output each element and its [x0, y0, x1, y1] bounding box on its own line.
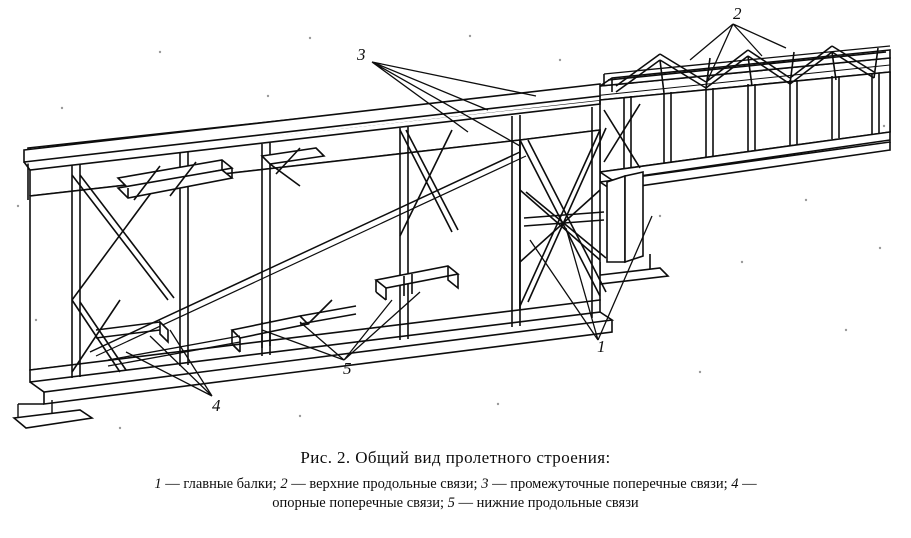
figure-caption-title: Рис. 2. Общий вид пролетного строения:	[300, 448, 611, 467]
legend-item-text: опорные поперечные связи;	[272, 495, 448, 511]
callout-2: 2	[733, 4, 742, 23]
legend-item-number: 3	[481, 476, 489, 492]
callout-3: 3	[357, 45, 366, 64]
legend-item-text: — нижние продольные связи	[454, 495, 639, 511]
legend-line-2	[8, 494, 903, 513]
legend-line-1	[8, 475, 903, 494]
legend-item-text: — главные балки;	[161, 476, 281, 492]
legend-item-number: 4	[731, 476, 739, 492]
callout-5: 5	[343, 359, 352, 378]
figure-legend	[0, 475, 911, 513]
legend-item-number: 1	[154, 476, 162, 492]
legend-item-text: —	[738, 476, 757, 492]
legend-item-text: — промежуточные поперечные связи;	[488, 476, 732, 492]
callout-4: 4	[212, 396, 221, 415]
legend-item-number: 5	[447, 495, 455, 511]
callout-1: 1	[597, 337, 606, 356]
legend-item-number: 2	[280, 476, 288, 492]
legend-item-text: — верхние продольные связи;	[287, 476, 482, 492]
figure-caption-block	[0, 448, 911, 513]
